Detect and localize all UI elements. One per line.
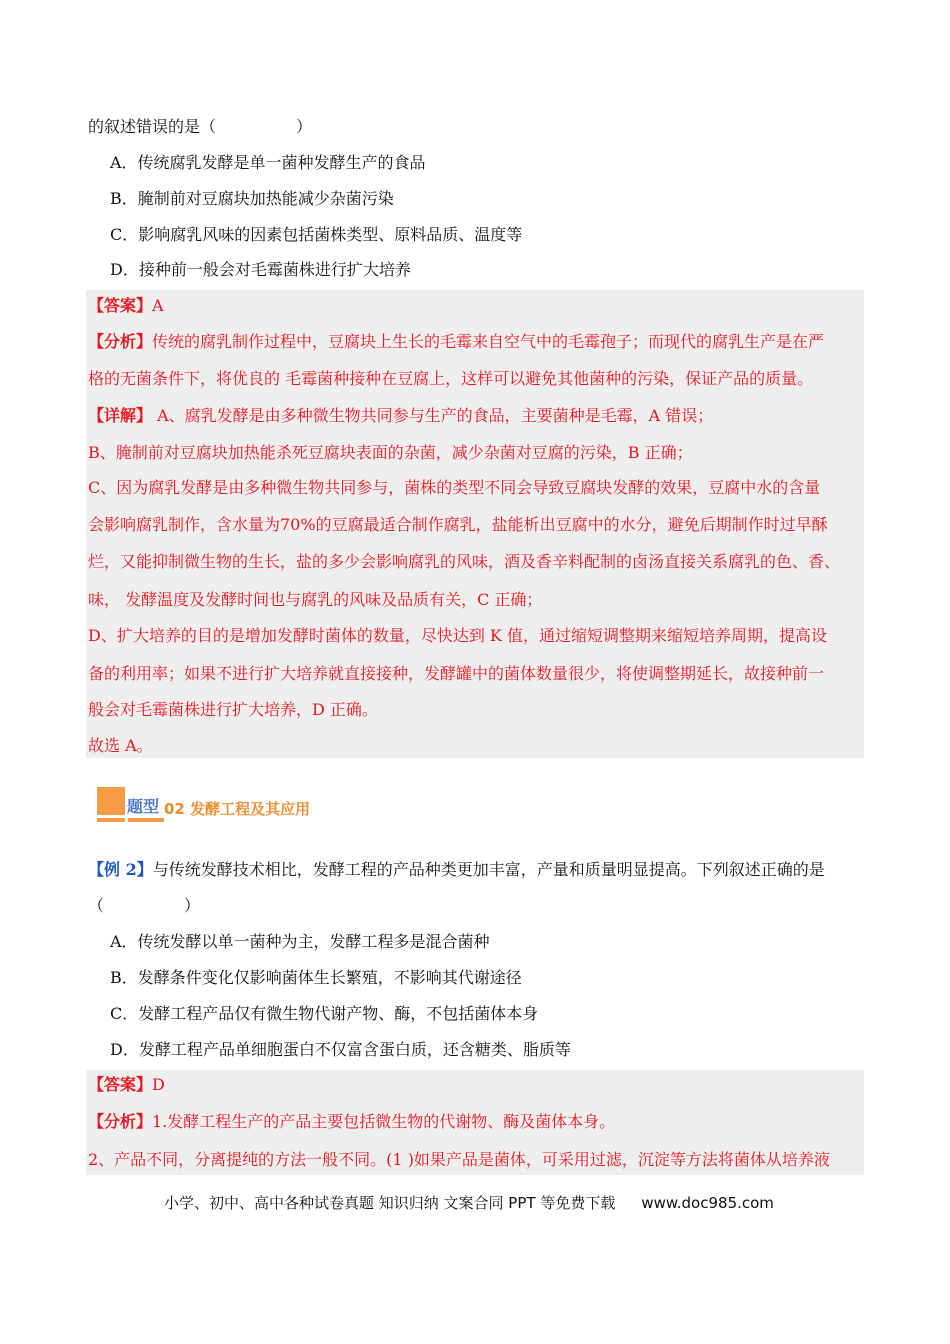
detail-text: A、腐乳发酵是由多种微生物共同参与生产的食品，主要菌种是毛霉，A 错误； [152, 406, 714, 425]
conclusion-line: 故选 A。 [88, 736, 153, 755]
q2-answer-value: D [152, 1075, 165, 1094]
detail-line-7: D、扩大培养的目的是增加发酵时菌体的数量，尽快达到 K 值，通过缩短调整期来缩短培养周期，提高设 [88, 626, 827, 645]
option-d: D．接种前一般会对毛霉菌株进行扩大培养 [110, 260, 411, 279]
detail-line-4: 会影响腐乳制作，含水量为70%的豆腐最适合制作腐乳，盐能析出豆腐中的水分，避免后期制作时过早酥 [88, 515, 828, 534]
heading-underline-left [97, 818, 125, 822]
option-c: C．影响腐乳风味的因素包括菌株类型、原料品质、温度等 [110, 225, 523, 244]
example-2-blank: （ ） [88, 896, 201, 915]
q2-option-a: A．传统发酵以单一菌种为主，发酵工程多是混合菌种 [110, 932, 490, 951]
analysis-text: 传统的腐乳制作过程中，豆腐块上生长的毛霉来自空气中的毛霉孢子；而现代的腐乳生产是在严 [152, 332, 825, 351]
page-footer [164, 1193, 774, 1213]
detail-line-9: 般会对毛霉菌株进行扩大培养，D 正确。 [88, 700, 378, 719]
detail-line-2: B、腌制前对豆腐块加热能杀死豆腐块表面的杂菌，减少杂菌对豆腐的污染，B 正确； [88, 443, 693, 462]
detail-line-6: 味， 发酵温度及发酵时间也与腐乳的风味及品质有关，C 正确； [88, 590, 543, 609]
q2-analysis-text: 1.发酵工程生产的产品主要包括微生物的代谢物、酶及菌体本身。 [152, 1112, 616, 1131]
analysis-line-2: 格的无菌条件下，将优良的 毛霉菌种接种在豆腐上，这样可以避免其他菌种的污染，保证产品的质量。 [88, 369, 814, 388]
detail-line-1 [88, 406, 713, 426]
footer-text: 小学、初中、高中各种试卷真题 知识归纳 文案合同 PPT 等免费下载 [164, 1194, 616, 1212]
heading-underline-right [128, 818, 164, 822]
answer-tag: 【答案】 [88, 296, 153, 315]
detail-line-5: 烂，又能抑制微生物的生长，盐的多少会影响腐乳的风味，酒及香辛料配制的卤汤直接关系腐乳的色、香、 [88, 552, 841, 571]
footer-site-link[interactable]: www.doc985.com [641, 1194, 774, 1212]
q2-analysis-line-2: 2、产品不同，分离提纯的方法一般不同。(1 )如果产品是菌体，可采用过滤，沉淀等方法将菌体从培养液 [88, 1150, 830, 1169]
analysis-tag: 【分析】 [88, 332, 153, 351]
analysis-line-1 [88, 332, 824, 352]
example-stem-text: 与传统发酵技术相比，发酵工程的产品种类更加丰富，产量和质量明显提高。下列叙述正确的是 [152, 860, 825, 879]
question-stem: 的叙述错误的是（ ） [88, 117, 313, 136]
answer-value: A [152, 296, 164, 315]
q2-analysis-tag: 【分析】 [88, 1112, 153, 1131]
detail-line-3: C、因为腐乳发酵是由多种微生物共同参与，菌株的类型不同会导致豆腐块发酵的效果，豆腐中水的含量 [88, 478, 821, 497]
heading-square-icon [97, 787, 125, 815]
q2-option-b: B．发酵条件变化仅影响菌体生长繁殖，不影响其代谢途径 [110, 968, 522, 987]
option-a: A．传统腐乳发酵是单一菌种发酵生产的食品 [110, 153, 426, 172]
q2-analysis-line-1 [88, 1112, 615, 1132]
section-badge: 题型 [127, 797, 160, 816]
section-title: 02 发酵工程及其应用 [164, 800, 311, 818]
example-2-stem [88, 860, 825, 880]
q2-answer-line [88, 1075, 165, 1095]
detail-tag: 【详解】 [88, 406, 153, 425]
example-label: 【例 2】 [88, 860, 153, 879]
q2-option-c: C．发酵工程产品仅有微生物代谢产物、酶，不包括菌体本身 [110, 1004, 539, 1023]
section-heading [97, 787, 397, 827]
q2-option-d: D．发酵工程产品单细胞蛋白不仅富含蛋白质，还含糖类、脂质等 [110, 1040, 571, 1059]
q2-answer-tag: 【答案】 [88, 1075, 153, 1094]
answer-line [88, 296, 164, 316]
detail-line-8: 备的利用率；如果不进行扩大培养就直接接种，发酵罐中的菌体数量很少，将使调整期延长，故接种前一 [88, 664, 825, 683]
option-b: B．腌制前对豆腐块加热能减少杂菌污染 [110, 189, 394, 208]
